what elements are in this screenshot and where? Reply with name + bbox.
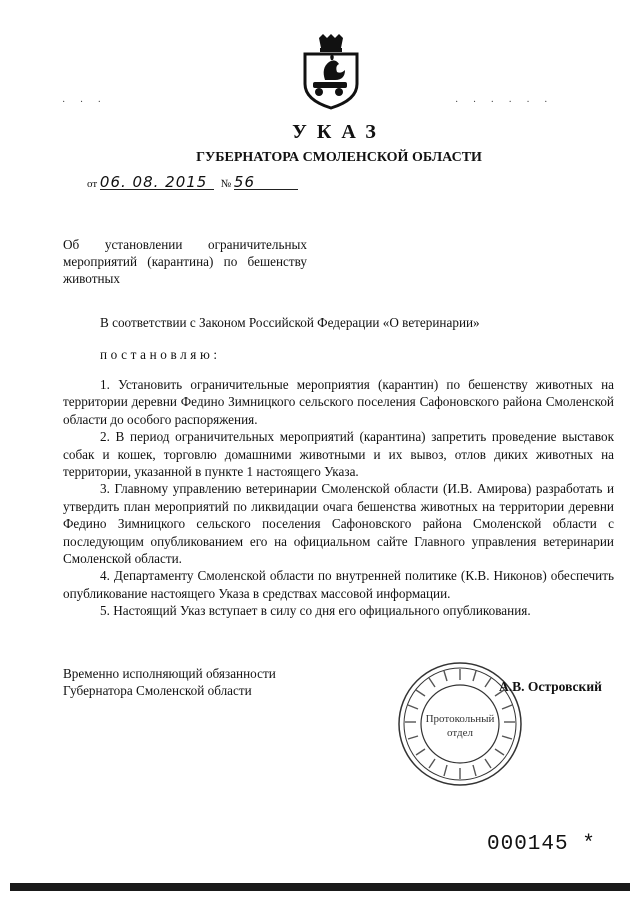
- paragraph-3: 3. Главному управлению ветеринарии Смоленской области (И.В. Амирова) разработать и утвердить план мероприятий по ликвидации очага бешенства животных на территории деревни Федино Зимницкого сельского поселения Сафоновского района Смоленской области с последующим опубликованием его на официальном сайте Главного управления ветеринарии Смоленской области.: [63, 481, 614, 567]
- paragraph-5: 5. Настоящий Указ вступает в силу со дня его официального опубликования.: [100, 603, 531, 619]
- scan-bottom-edge: [10, 883, 630, 891]
- scan-artifact-dots-right: · · · · · ·: [455, 97, 554, 108]
- position-line-1: Временно исполняющий обязанности: [63, 666, 276, 681]
- decree-subject: Об установлении ограничительных мероприятий (карантина) по бешенству животных: [63, 237, 307, 286]
- handwritten-number: 56: [234, 175, 298, 190]
- paragraph-4: 4. Департаменту Смоленской области по внутренней политике (К.В. Никонов) обеспечить опубликование настоящего Указа в средствах массовой информации.: [63, 568, 614, 601]
- stamp-center-line-2: отдел: [447, 727, 473, 739]
- decree-word: постановляю:: [100, 347, 221, 362]
- number-prefix: №: [220, 178, 232, 190]
- scan-artifact-dots-left: · · ·: [62, 97, 107, 108]
- legal-basis: В соответствии с Законом Российской Федерации «О ветеринарии»: [100, 315, 480, 330]
- coat-of-arms-icon: [295, 34, 367, 110]
- position-line-2: Губернатора Смоленской области: [63, 683, 252, 698]
- serial-number: 000145 *: [487, 833, 596, 856]
- stamp-center-line-1: Протокольный: [425, 713, 495, 725]
- signatory-name: А.В. Островский: [499, 679, 602, 694]
- decree-body: [63, 376, 614, 620]
- document-subtitle: ГУБЕРНАТОРА СМОЛЕНСКОЙ ОБЛАСТИ: [196, 150, 482, 165]
- document-title: УКАЗ: [292, 121, 386, 143]
- date-prefix: от: [87, 178, 98, 190]
- paragraph-2: 2. В период ограничительных мероприятий (карантина) запретить проведение выставок собак и кошек, торговлю домашними животными и их вывоз, отлов диких животных на территории, указанной в пункте 1 настоящего Указа.: [63, 429, 614, 480]
- handwritten-date: 06. 08. 2015: [100, 175, 214, 190]
- paragraph-1: 1. Установить ограничительные мероприятия (карантин) по бешенству животных на территории деревни Федино Зимницкого сельского поселения Сафоновского района Смоленской области до особого распоряжения.: [63, 377, 614, 427]
- signatory-position: [63, 665, 276, 699]
- date-number-line: [87, 175, 298, 190]
